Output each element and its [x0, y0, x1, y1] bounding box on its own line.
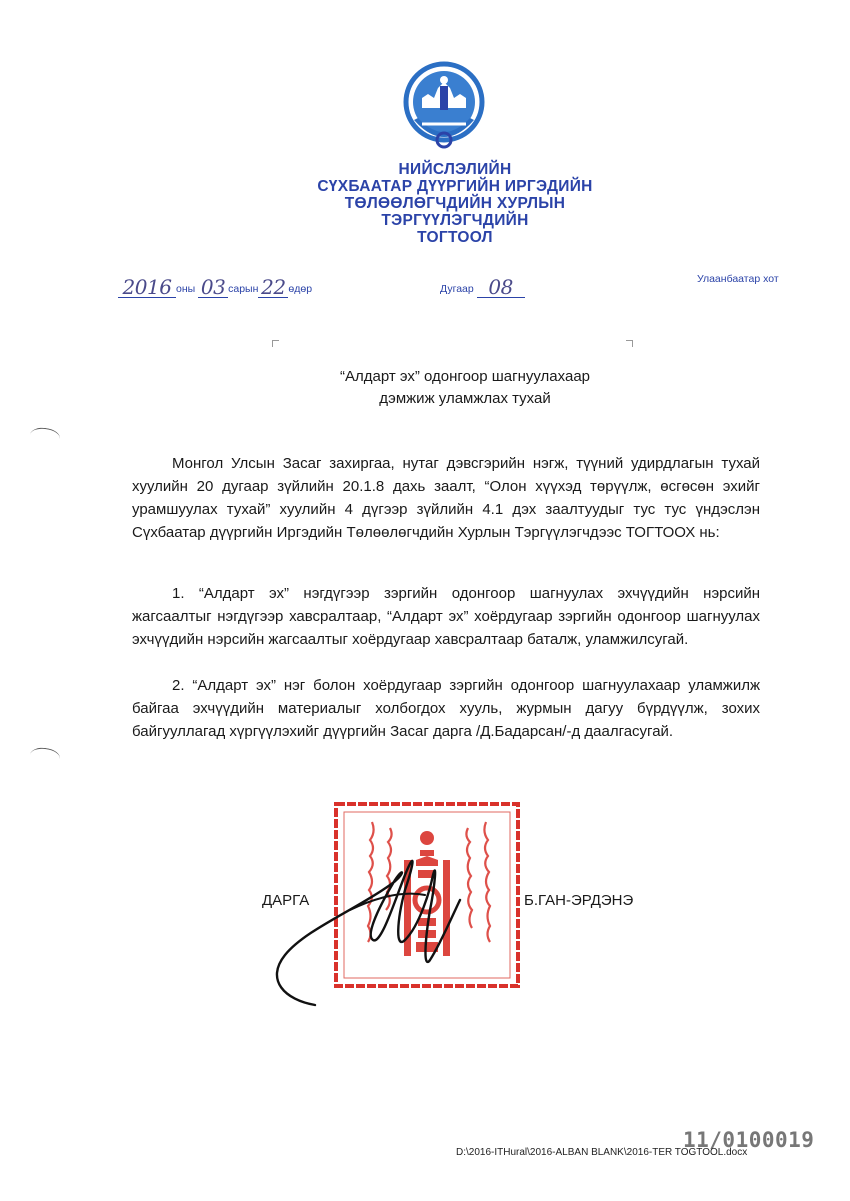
- hole-punch-mark: [29, 746, 61, 767]
- hole-punch-mark: [29, 426, 61, 447]
- organization-title: [230, 161, 680, 246]
- number-label: Дугаар: [440, 283, 474, 295]
- corner-mark: [626, 340, 633, 347]
- number-line: [440, 273, 525, 298]
- date-year: 2016: [118, 273, 176, 298]
- org-line-2: СҮХБААТАР ДҮҮРГИЙН ИРГЭДИЙН: [317, 178, 593, 195]
- date-month-suffix: сарын: [228, 283, 259, 295]
- resolution-subject: [230, 366, 700, 410]
- handwritten-signature-icon: [255, 830, 485, 1020]
- org-line-4: ТЭРГҮҮЛЭГЧДИЙН: [381, 212, 529, 229]
- date-month: 03: [198, 273, 228, 298]
- subject-line-2: дэмжиж уламжлах тухай: [379, 390, 551, 407]
- file-path: D:\2016-ITHural\2016-ALBAN BLANK\2016-TER TOGTOOL.docx: [456, 1147, 748, 1158]
- doc-number: 08: [477, 273, 525, 298]
- resolution-item-2: 2. “Алдарт эх” нэг болон хоёрдугаар зэргийн одонгоор шагнуулахаар уламжилж байгаа эхчүүдийн материалыг холбогдох хууль, журмын дагуу бүрдүүлж, зохих байгууллагад хүргүүлэхийг дүүргийн Засаг дарга /Д.Бадарсан/-д даалгасугай.: [132, 677, 760, 740]
- corner-mark: [272, 340, 279, 347]
- signatory-name: Б.ГАН-ЭРДЭНЭ: [524, 892, 634, 909]
- city: Улаанбаатар хот: [697, 273, 779, 285]
- subject-line-1: “Алдарт эх” одонгоор шагнуулахаар: [339, 368, 591, 385]
- signatory-title: ДАРГА: [262, 892, 310, 909]
- org-line-5: ТОГТООЛ: [417, 229, 493, 246]
- registration-number: 11/0100019: [683, 1128, 815, 1152]
- org-line-3: ТӨЛӨӨЛӨГЧДИЙН ХУРЛЫН: [344, 195, 566, 212]
- org-line-1: НИЙСЛЭЛИЙН: [398, 161, 512, 178]
- resolution-item-1: 1. “Алдарт эх” нэгдүгээр зэргийн одонгоор шагнуулах эхчүүдийн нэрсийн жагсаалтыг нэгдүгээр хавсралтаар, “Алдарт эх” хоёрдугаар зэргийн одонгоор шагнуулах эхчүүдийн нэрсийн жагсаалтыг хоёрдугаар хавсралтаар баталж, уламжилсугай.: [132, 585, 760, 648]
- date-day-suffix: өдөр: [288, 283, 313, 295]
- date-line: [118, 273, 312, 298]
- state-emblem-icon: [400, 58, 488, 154]
- date-year-suffix: оны: [176, 283, 196, 295]
- preamble-paragraph: Монгол Улсын Засаг захиргаа, нутаг дэвсгэрийн нэгж, түүний удирдлагын тухай хуулийн 20 дугаар зүйлийн 20.1.8 дахь заалт, “Олон хүүхэд төрүүлж, өсгөсөн эхийг урамшуулах тухай” хуулийн 4 дүгээр зүйлийн 4.1 дэх заалтуудыг тус тус үндэслэн Сүхбаатар дүүргийн Иргэдийн Төлөөлөгчдийн Хурлын Тэргүүлэгчдээс ТОГТООХ нь:: [132, 455, 760, 541]
- date-day: 22: [258, 273, 288, 298]
